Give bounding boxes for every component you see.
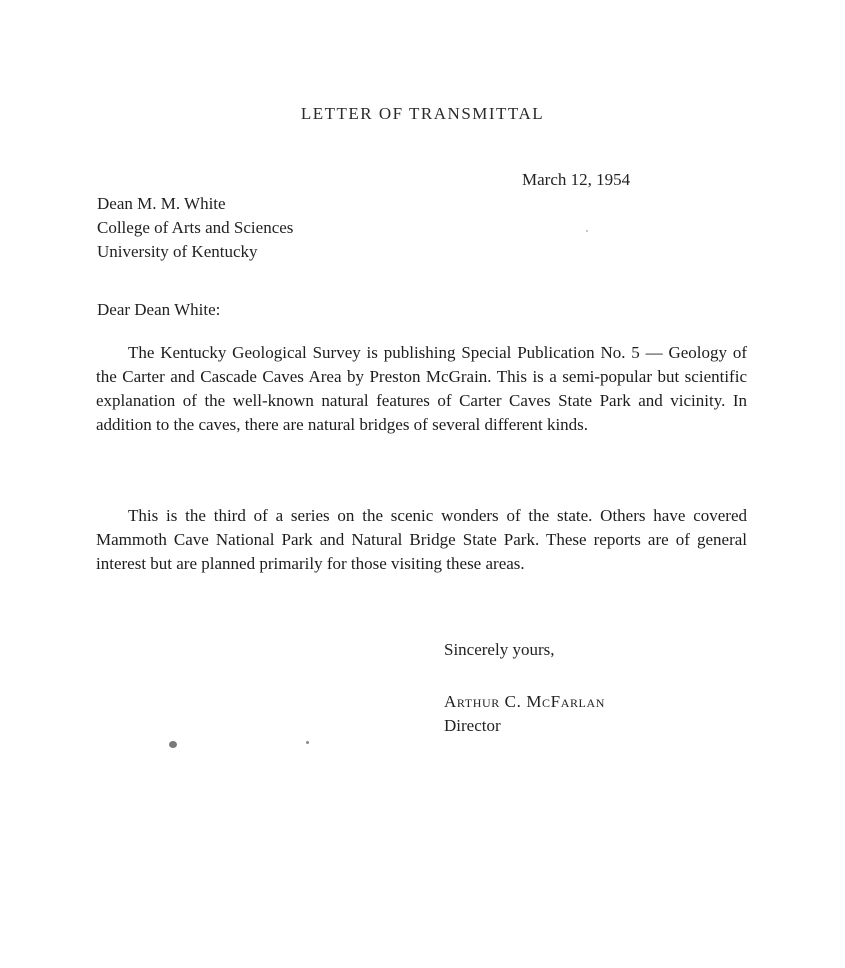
closing: Sincerely yours, [444,640,555,659]
letter-title: LETTER OF TRANSMITTAL [300,104,545,123]
paper-speck [586,230,588,232]
signer-name: Arthur C. McFarlan [444,692,606,711]
recipient-university: University of Kentucky [97,242,258,261]
signature-block [444,690,605,738]
body-paragraph-1 [96,341,747,437]
body-paragraph-2 [96,504,747,576]
recipient-college: College of Arts and Sciences [97,218,294,237]
paragraph-text: The Kentucky Geological Survey is publishing Special Publication No. 5 — Geology of the Carter and Cascade Caves Area by Preston McGrain. This is a semi-popular but scientific explanation of the well-known natural features of Carter Caves State Park and vicinity. In addition to the caves, there are natural bridges of several different kinds. [96,343,747,434]
letter-date: March 12, 1954 [522,170,631,189]
paragraph-text: This is the third of a series on the scenic wonders of the state. Others have covered Mammoth Cave National Park and Natural Bridge State Park. These reports are of general interest but are planned primarily for those visiting these areas. [96,506,747,573]
recipient-address [97,192,293,264]
paper-speck [169,741,177,748]
salutation: Dear Dean White: [97,300,221,319]
recipient-name: Dean M. M. White [97,194,226,213]
signer-title: Director [444,716,501,735]
paper-speck [306,741,309,744]
